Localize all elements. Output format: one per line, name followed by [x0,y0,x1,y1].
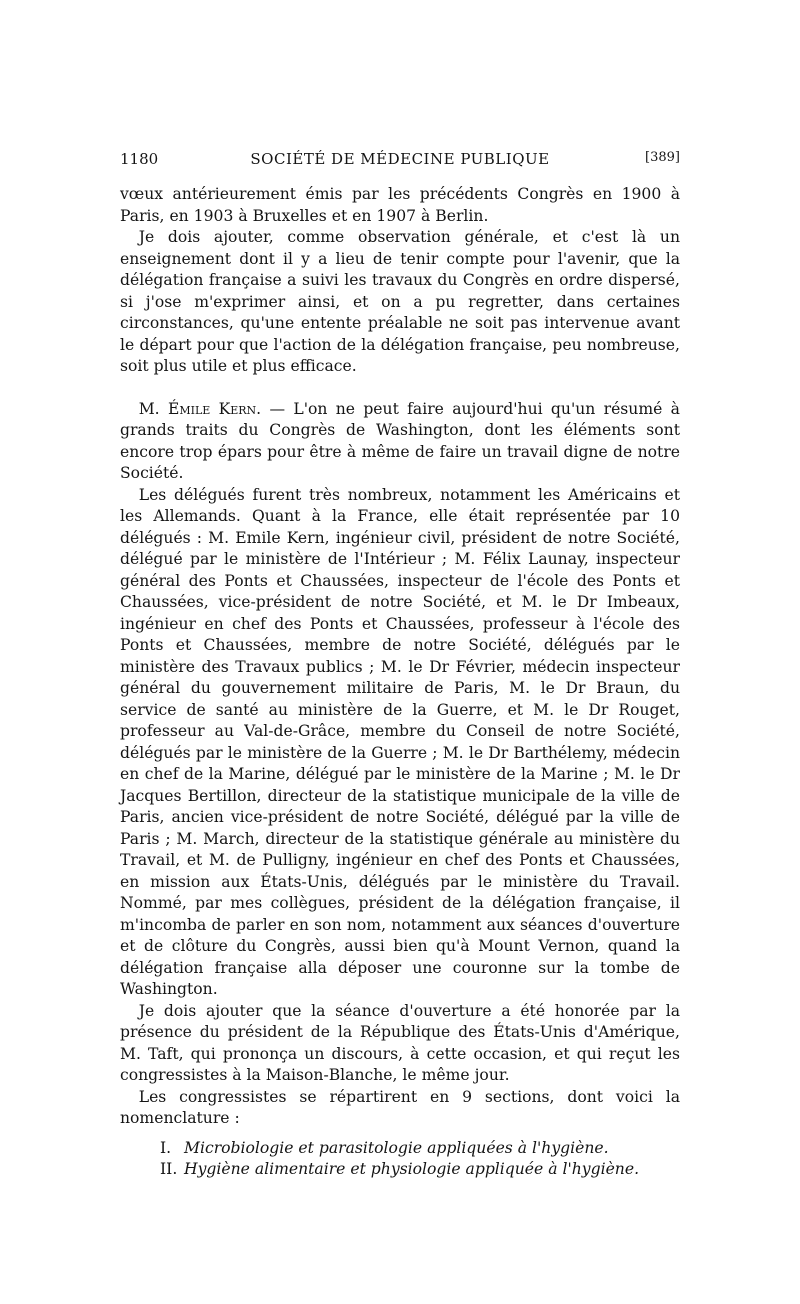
list-numeral: II. [160,1160,178,1178]
page-title: SOCIÉTÉ DE MÉDECINE PUBLIQUE [250,150,550,168]
paragraph: Les délégués furent très nombreux, notamment les Américains et les Allemands. Quant à la France, elle était représentée par 10 délégués : M. Emile Kern, ingénieur civil, président de notre Société, délégué par le ministère de l'Intérieur ; M. Félix Launay, inspecteur général des Ponts et Chaussées, inspecteur de l'école des Ponts et Chaussées, vice-président de notre Société, et M. le Dr Imbeaux, ingénieur en chef des Ponts et Chaussées, professeur à l'école des Ponts et Chaussées, membre de notre Société, délégués par le ministère des Travaux publics ; M. le Dr Février, médecin inspecteur général du gouvernement militaire de Paris, M. le Dr Braun, du service de santé au ministère de la Guerre, et M. le Dr Rouget, professeur au Val-de-Grâce, membre du Conseil de notre Société, délégués par le ministère de la Guerre ; M. le Dr Barthélemy, médecin en chef de la Marine, délégué par le ministère de la Marine ; M. le Dr Jacques Bertillon, directeur de la statistique municipale de la ville de Paris, ancien vice-président de notre Société, délégué par la ville de Paris ; M. March, directeur de la statistique générale au ministère du Travail, et M. de Pulligny, ingénieur en chef des Ponts et Chaussées, en mission aux États-Unis, délégués par le ministère du Travail. Nommé, par mes collègues, président de la délégation française, il m'incomba de parler en son nom, notamment aux séances d'ouverture et de clôture du Congrès, aussi bien qu'à Mount Vernon, quand la délégation française alla déposer une couronne sur la tombe de Washington. [120,485,680,998]
speaker-name: M. Émile Kern. [138,399,262,418]
paragraph: Je dois ajouter, comme observation générale, et c'est là un enseignement dont il y a lieu de tenir compte pour l'avenir, que la délégation française a suivi les travaux du Congrès en ordre dispersé, si j'ose m'exprimer ainsi, et on a pu regretter, dans certaines circonstances, qu'une entente préalable ne soit pas intervenue avant le départ pour que l'action de la délégation française, peu nombreuse, soit plus utile et plus efficace. [120,228,680,375]
list-item [120,1138,680,1160]
page-reference: [389] [645,150,680,165]
speaker-text: — L'on ne peut faire aujourd'hui qu'un résumé à grands traits du Congrès de Washington, dont les éléments sont encore trop épars pour être à même de faire un travail digne de notre Société. [120,399,680,482]
list-label: Microbiologie et parasitologie appliquées à l'hygiène. [184,1138,609,1157]
paragraph: Je dois ajouter que la séance d'ouverture a été honorée par la présence du président de la République des États-Unis d'Amérique, M. Taft, qui prononça un discours, à cette occasion, et qui reçut les congressistes à la Maison-Blanche, le même jour. [120,1001,680,1084]
paragraph: vœux antérieurement émis par les précédents Congrès en 1900 à Paris, en 1903 à Bruxelles et en 1907 à Berlin. [120,185,680,225]
body-text [120,184,680,1181]
list-numeral: I. [160,1138,172,1157]
list-label: Hygiène alimentaire et physiologie appliquée à l'hygiène. [184,1160,640,1178]
list-item [120,1159,680,1181]
speaker-paragraph [120,399,680,485]
running-header [120,150,680,174]
paragraph: Les congressistes se répartirent en 9 sections, dont voici la nomenclature : [120,1087,680,1127]
paragraph-gap [120,378,680,399]
sections-list [120,1138,680,1181]
page-number: 1180 [120,150,159,168]
